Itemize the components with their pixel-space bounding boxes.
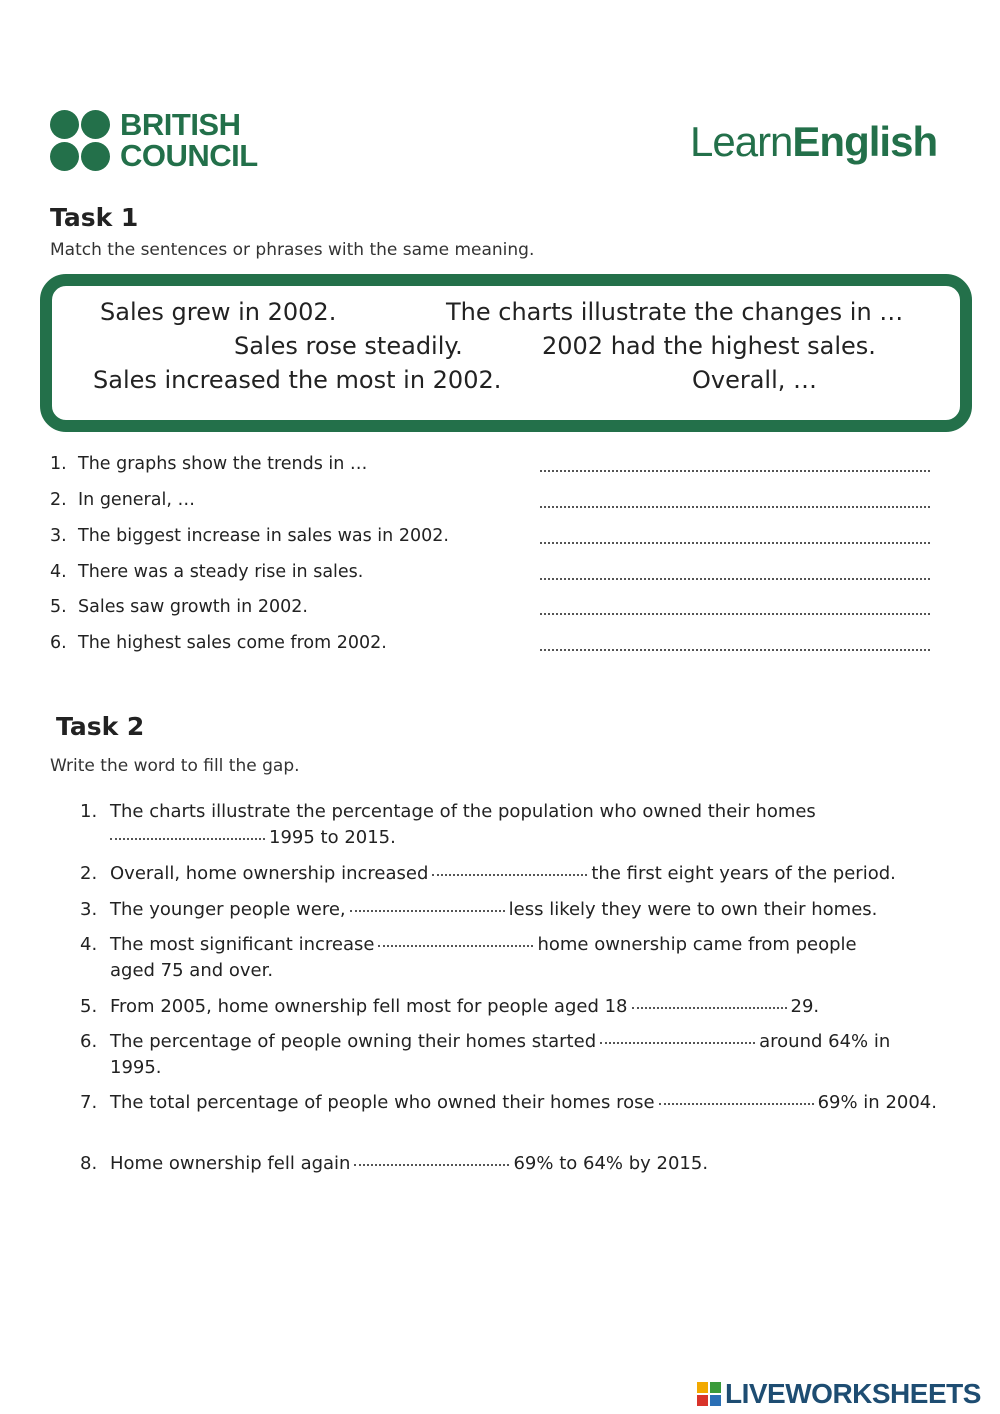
item-text: In general, … xyxy=(78,490,195,510)
item-text-before: From 2005, home ownership fell most for people aged 18 xyxy=(110,996,628,1017)
item-number: 5. xyxy=(80,996,98,1017)
phrase-bank xyxy=(40,274,972,432)
british-council-logo xyxy=(50,107,270,173)
task2-item xyxy=(80,799,940,851)
task2-item xyxy=(80,861,940,887)
item-text-after: around 64% in 1995. xyxy=(110,1031,891,1078)
task1-heading: Task 1 xyxy=(50,203,139,232)
task1-item xyxy=(50,633,387,653)
item-number: 3. xyxy=(80,899,98,920)
task1-item xyxy=(50,597,308,617)
item-text-before: The most significant increase xyxy=(110,934,375,955)
phrase-4[interactable]: 2002 had the highest sales. xyxy=(542,332,876,360)
task1-answer-1[interactable] xyxy=(540,470,930,472)
liveworksheets-logo[interactable] xyxy=(697,1378,997,1408)
gap-input-7[interactable] xyxy=(659,1103,814,1105)
item-number: 6. xyxy=(80,1031,98,1052)
phrase-2[interactable]: The charts illustrate the changes in … xyxy=(446,298,904,326)
task2-item xyxy=(80,897,940,923)
item-text: The biggest increase in sales was in 2002. xyxy=(78,526,449,546)
task2-item xyxy=(80,1029,940,1081)
item-text-after: less likely they were to own their homes. xyxy=(508,899,878,920)
item-text-before: The charts illustrate the percentage of the population who owned their homes xyxy=(110,801,816,822)
item-text: The highest sales come from 2002. xyxy=(78,633,387,653)
liveworksheets-brand: LIVEWORKSHEETS xyxy=(725,1378,981,1409)
task2-item xyxy=(80,1090,940,1116)
gap-input-1[interactable] xyxy=(110,838,265,840)
task1-answer-6[interactable] xyxy=(540,649,930,651)
item-text: There was a steady rise in sales. xyxy=(78,562,364,582)
british-council-dots-icon xyxy=(50,110,112,172)
item-number: 2. xyxy=(80,863,98,884)
item-number: 3. xyxy=(50,526,67,546)
english-word: English xyxy=(792,118,938,165)
gap-input-8[interactable] xyxy=(354,1164,509,1166)
task1-answer-5[interactable] xyxy=(540,613,930,615)
item-number: 4. xyxy=(50,562,67,582)
item-number: 2. xyxy=(50,490,67,510)
task1-item xyxy=(50,562,363,582)
task2-item xyxy=(80,994,940,1020)
task1-item xyxy=(50,526,449,546)
item-text-before: The younger people were, xyxy=(110,899,346,920)
learnenglish-logo xyxy=(690,118,937,166)
phrase-3[interactable]: Sales rose steadily. xyxy=(234,332,463,360)
item-text-after: home ownership came from people aged 75 and over. xyxy=(110,934,857,981)
task2-item xyxy=(80,1151,940,1177)
gap-input-3[interactable] xyxy=(350,910,505,912)
item-number: 1. xyxy=(80,801,98,822)
brand-line-1: BRITISH xyxy=(120,107,241,142)
item-number: 4. xyxy=(80,934,98,955)
item-text-before: The percentage of people owning their homes started xyxy=(110,1031,597,1052)
task1-answer-2[interactable] xyxy=(540,506,930,508)
item-text-after: 1995 to 2015. xyxy=(269,827,396,848)
item-number: 7. xyxy=(80,1092,98,1113)
task1-item xyxy=(50,490,195,510)
brand-line-2: COUNCIL xyxy=(120,138,258,173)
task2-item xyxy=(80,932,900,984)
task1-answer-4[interactable] xyxy=(540,578,930,580)
gap-input-4[interactable] xyxy=(378,945,533,947)
task1-item xyxy=(50,454,367,474)
item-text-before: Home ownership fell again xyxy=(110,1153,351,1174)
phrase-1[interactable]: Sales grew in 2002. xyxy=(100,298,337,326)
item-number: 8. xyxy=(80,1153,98,1174)
phrase-5[interactable]: Sales increased the most in 2002. xyxy=(93,366,502,394)
item-text: The graphs show the trends in … xyxy=(78,454,368,474)
item-number: 6. xyxy=(50,633,67,653)
learn-word: Learn xyxy=(690,118,793,165)
item-number: 5. xyxy=(50,597,67,617)
gap-input-2[interactable] xyxy=(432,874,587,876)
task1-answer-3[interactable] xyxy=(540,542,930,544)
liveworksheets-blocks-icon xyxy=(697,1382,721,1406)
item-text-after: the first eight years of the period. xyxy=(591,863,896,884)
item-text-after: 69% to 64% by 2015. xyxy=(513,1153,709,1174)
phrase-6[interactable]: Overall, … xyxy=(692,366,818,394)
task2-instruction: Write the word to fill the gap. xyxy=(50,756,300,776)
task1-instruction: Match the sentences or phrases with the same meaning. xyxy=(50,240,535,260)
item-text-after: 29. xyxy=(790,996,820,1017)
item-text: Sales saw growth in 2002. xyxy=(78,597,308,617)
task2-heading: Task 2 xyxy=(56,712,145,741)
gap-input-6[interactable] xyxy=(600,1042,755,1044)
item-text-before: Overall, home ownership increased xyxy=(110,863,429,884)
item-number: 1. xyxy=(50,454,67,474)
item-text-after: 69% in 2004. xyxy=(817,1092,937,1113)
item-text-before: The total percentage of people who owned their homes rose xyxy=(110,1092,655,1113)
gap-input-5[interactable] xyxy=(632,1007,787,1009)
